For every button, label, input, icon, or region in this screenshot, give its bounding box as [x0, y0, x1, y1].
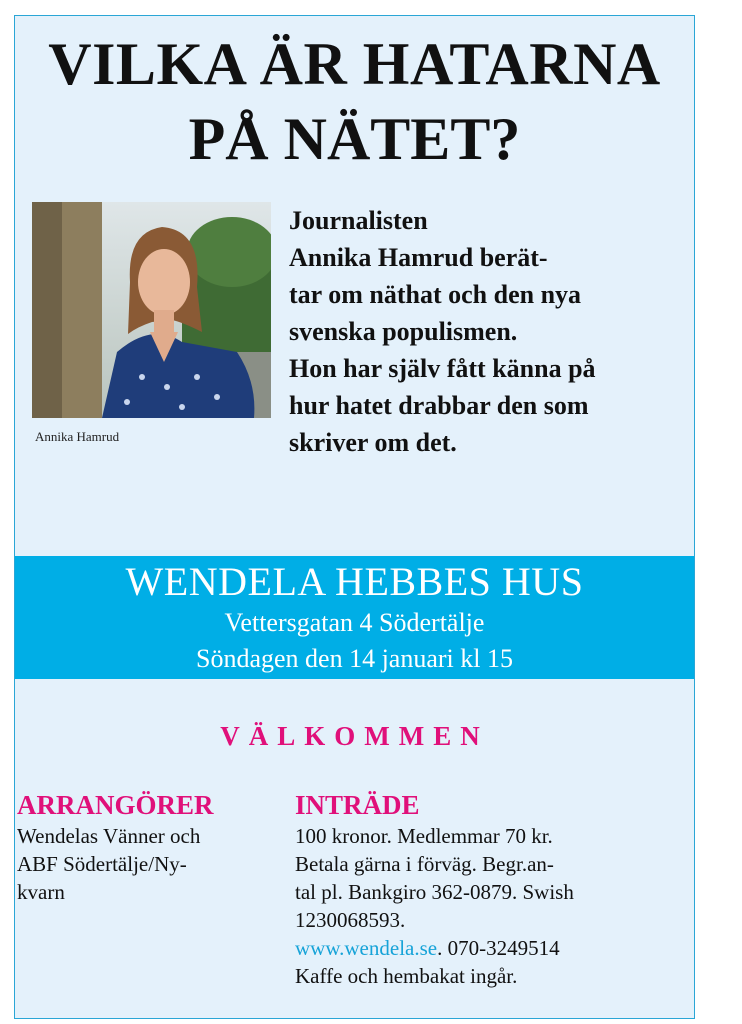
intro-line: Journalisten: [289, 206, 428, 235]
arrangers-line: Wendelas Vänner och: [17, 824, 201, 848]
intro-text: [289, 202, 689, 461]
event-date: Söndagen den 14 januari kl 15: [196, 644, 513, 673]
intro-line: Annika Hamrud berät-: [289, 243, 548, 272]
contact-line: [295, 934, 685, 962]
venue-address: Vettersgatan 4 Södertälje: [224, 608, 485, 637]
photo-caption: Annika Hamrud: [35, 429, 120, 444]
entry-line: 100 kronor. Medlemmar 70 kr.: [295, 824, 553, 848]
entry-line: Betala gärna i förväg. Begr.an-: [295, 852, 554, 876]
intro-line: svenska populismen.: [289, 317, 518, 346]
entry-heading: INTRÄDE: [295, 790, 420, 820]
portrait-illustration: [32, 202, 271, 418]
title-line-1: VILKA ÄR HATARNA: [48, 31, 661, 97]
arrangers-text: [17, 822, 257, 906]
phone-number: . 070-3249514: [437, 936, 560, 960]
intro-line: skriver om det.: [289, 428, 457, 457]
arrangers-heading: ARRANGÖRER: [17, 790, 214, 820]
venue-name: WENDELA HEBBES HUS: [125, 559, 584, 604]
entry-text: [295, 822, 685, 990]
website-link[interactable]: www.wendela.se: [295, 936, 438, 960]
arrangers-line: ABF Södertälje/Ny-: [17, 852, 187, 876]
poster: [14, 15, 695, 1019]
entry-line: Kaffe och hembakat ingår.: [295, 964, 518, 988]
title-line-2: PÅ NÄTET?: [188, 106, 521, 172]
intro-line: hur hatet drabbar den som: [289, 391, 589, 420]
welcome-heading: VÄLKOMMEN: [220, 721, 489, 751]
arrangers-line: kvarn: [17, 880, 65, 904]
entry-line: tal pl. Bankgiro 362-0879. Swish: [295, 880, 574, 904]
intro-line: tar om näthat och den nya: [289, 280, 582, 309]
venue-band: [15, 556, 694, 679]
portrait-photo: [32, 202, 271, 418]
entry-line: 1230068593.: [295, 908, 406, 932]
intro-line: Hon har själv fått känna på: [289, 354, 596, 383]
